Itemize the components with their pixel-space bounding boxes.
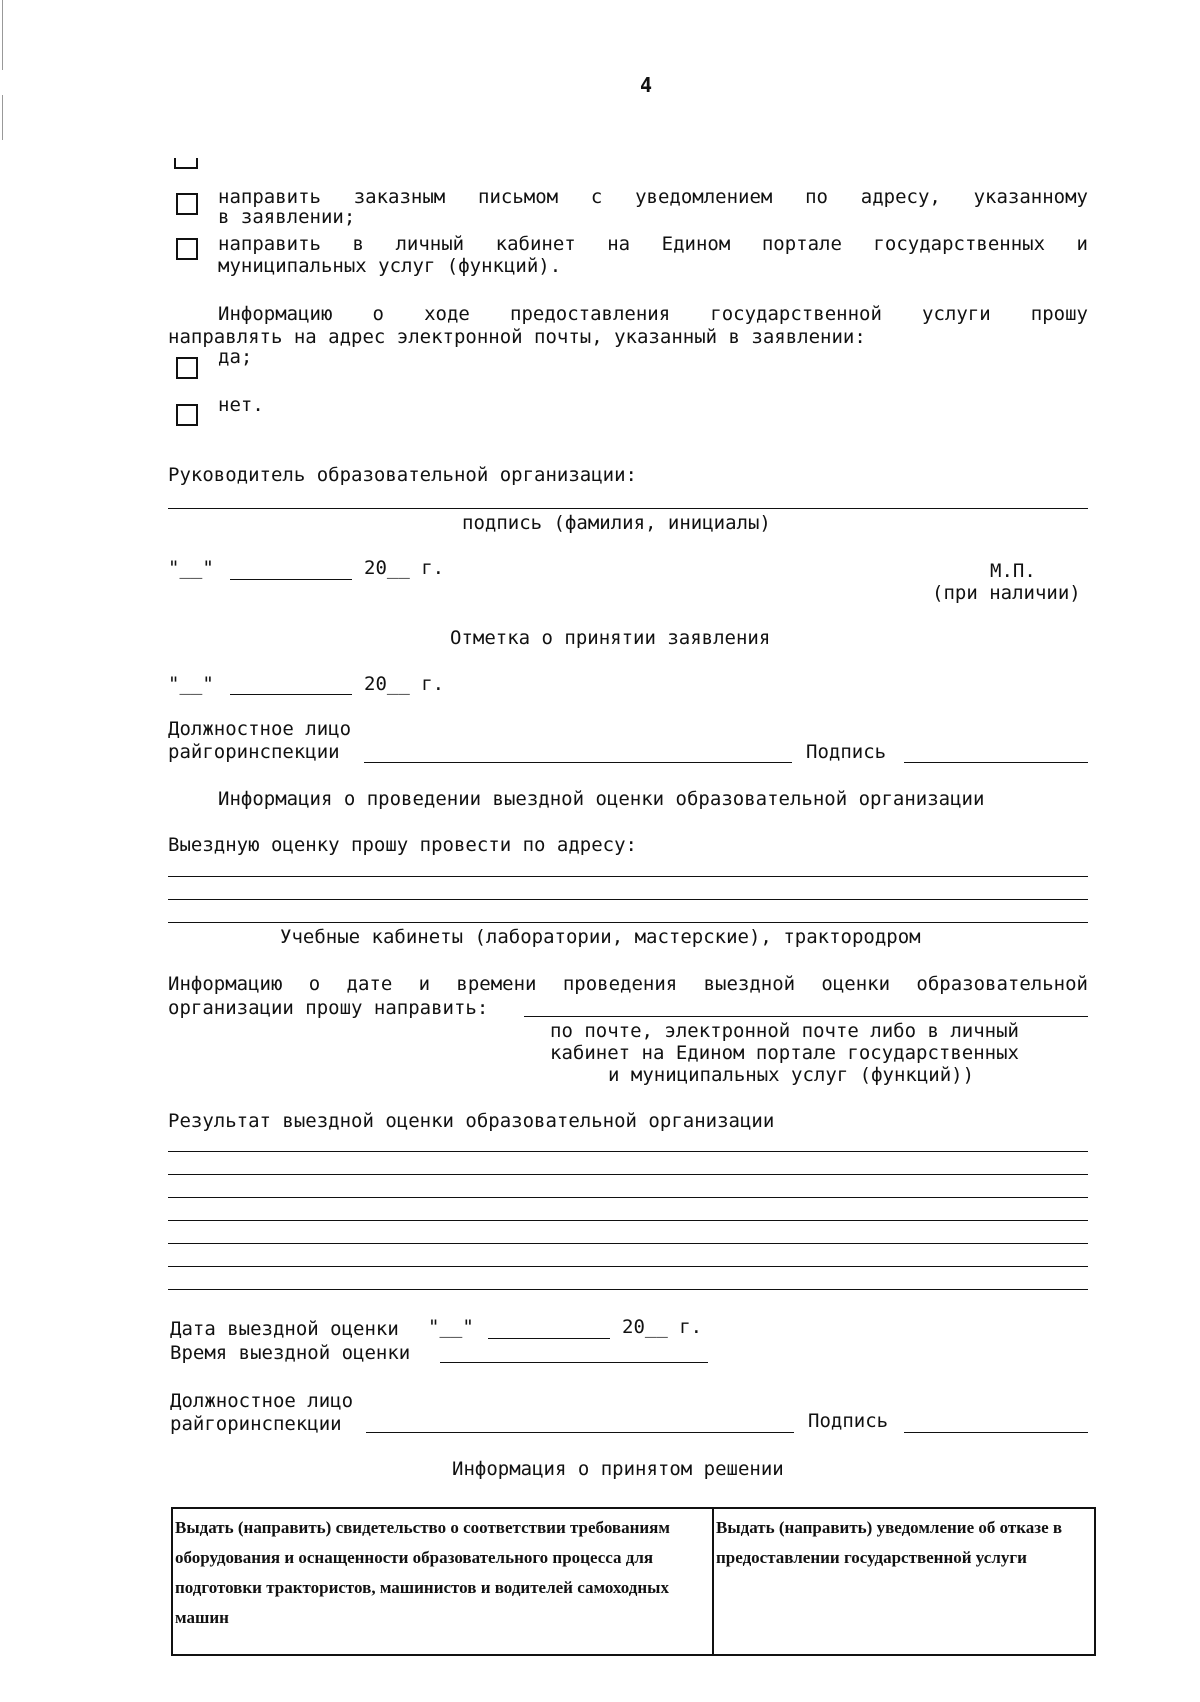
notify-line2: организации прошу направить: [168, 997, 489, 1019]
address-line[interactable] [168, 922, 1088, 923]
notify-line1: Информацию о дате и времени проведения выездной оценки образовательной [168, 973, 1088, 995]
result-line[interactable] [168, 1266, 1088, 1267]
address-line[interactable] [168, 899, 1088, 900]
field-assessment-title: Информация о проведении выездной оценки образовательной организации [218, 788, 985, 810]
scan-edge-mark [2, 0, 3, 70]
checkbox-personal-account[interactable] [176, 238, 198, 260]
signature-caption: подпись (фамилия, инициалы) [462, 512, 771, 534]
checkbox-email-yes[interactable] [176, 357, 198, 379]
notify-hint-line1: по почте, электронной почте либо в личный [550, 1020, 1019, 1042]
assessment-date-month-line[interactable] [488, 1338, 610, 1339]
notify-hint-line2: кабинет на Едином портале государственных [550, 1042, 1019, 1064]
decision-table [171, 1507, 1096, 1656]
assessment-time-line[interactable] [440, 1362, 708, 1363]
head-signature-line[interactable] [168, 508, 1088, 509]
email-info-line2: направлять на адрес электронной почты, указанный в заявлении: [168, 326, 866, 348]
result-line[interactable] [168, 1243, 1088, 1244]
official-signature-line[interactable] [904, 762, 1088, 763]
date-day-quote: "__" [168, 557, 214, 579]
result-line[interactable] [168, 1174, 1088, 1175]
result-line[interactable] [168, 1289, 1088, 1290]
email-info-line1: Информацию о ходе предоставления государственной услуги прошу [218, 303, 1088, 325]
acceptance-title: Отметка о принятии заявления [450, 627, 771, 649]
option-personal-account-line2: муниципальных услуг (функций). [218, 255, 562, 277]
official-signature-line[interactable] [904, 1432, 1088, 1433]
email-no-label: нет. [218, 394, 264, 416]
decision-issue-cell[interactable]: Выдать (направить) свидетельство о соответствии требованиям оборудования и оснащенности образовательного процесса для подготовки трактористов, машинистов и водителей самоходных машин [172, 1508, 713, 1655]
decision-refuse-cell[interactable]: Выдать (направить) уведомление об отказе в предоставлении государственной услуги [713, 1508, 1095, 1655]
result-line[interactable] [168, 1220, 1088, 1221]
signature-label: Подпись [806, 741, 887, 763]
checkbox-registered-mail[interactable] [176, 193, 198, 215]
decision-title: Информация о принятом решении [452, 1458, 784, 1480]
assessment-date-day: "__" [428, 1316, 474, 1338]
official-label-line1: Должностное лицо [170, 1390, 354, 1412]
official-label-line2: райгоринспекции [170, 1413, 342, 1435]
official-name-line[interactable] [364, 762, 792, 763]
date-year: 20__ г. [364, 557, 445, 579]
option-registered-mail-line1: направить заказным письмом с уведомлением по адресу, указанному [218, 186, 1088, 208]
result-line[interactable] [168, 1197, 1088, 1198]
option-personal-account-line1: направить в личный кабинет на Едином портале государственных и [218, 233, 1088, 255]
scan-edge-mark [2, 95, 3, 140]
result-line[interactable] [168, 1151, 1088, 1152]
page-number: 4 [640, 73, 653, 97]
date-month-line[interactable] [230, 694, 352, 695]
result-label: Результат выездной оценки образовательной организации [168, 1110, 775, 1132]
assessment-date-year: 20__ г. [622, 1316, 703, 1338]
official-label-line2: райгоринспекции [168, 741, 340, 763]
official-label-line1: Должностное лицо [168, 718, 352, 740]
head-label: Руководитель образовательной организации: [168, 464, 637, 486]
date-year: 20__ г. [364, 673, 445, 695]
stamp-label: М.П. [990, 560, 1036, 582]
notify-method-line[interactable] [524, 1016, 1088, 1017]
address-label: Выездную оценку прошу провести по адресу: [168, 834, 637, 856]
option-registered-mail-line2: в заявлении; [218, 206, 356, 228]
official-name-line[interactable] [366, 1432, 794, 1433]
signature-label: Подпись [808, 1410, 889, 1432]
email-yes-label: да; [218, 346, 253, 368]
assessment-time-label: Время выездной оценки [170, 1342, 411, 1364]
checkbox-continued[interactable] [174, 158, 198, 169]
date-month-line[interactable] [230, 579, 352, 580]
rooms-caption: Учебные кабинеты (лаборатории, мастерские), трактородром [280, 926, 921, 948]
notify-hint-line3: и муниципальных услуг (функций)) [608, 1064, 975, 1086]
date-day-quote: "__" [168, 673, 214, 695]
assessment-date-label: Дата выездной оценки [170, 1318, 399, 1340]
stamp-note: (при наличии) [932, 582, 1081, 604]
checkbox-email-no[interactable] [176, 404, 198, 426]
address-line[interactable] [168, 876, 1088, 877]
